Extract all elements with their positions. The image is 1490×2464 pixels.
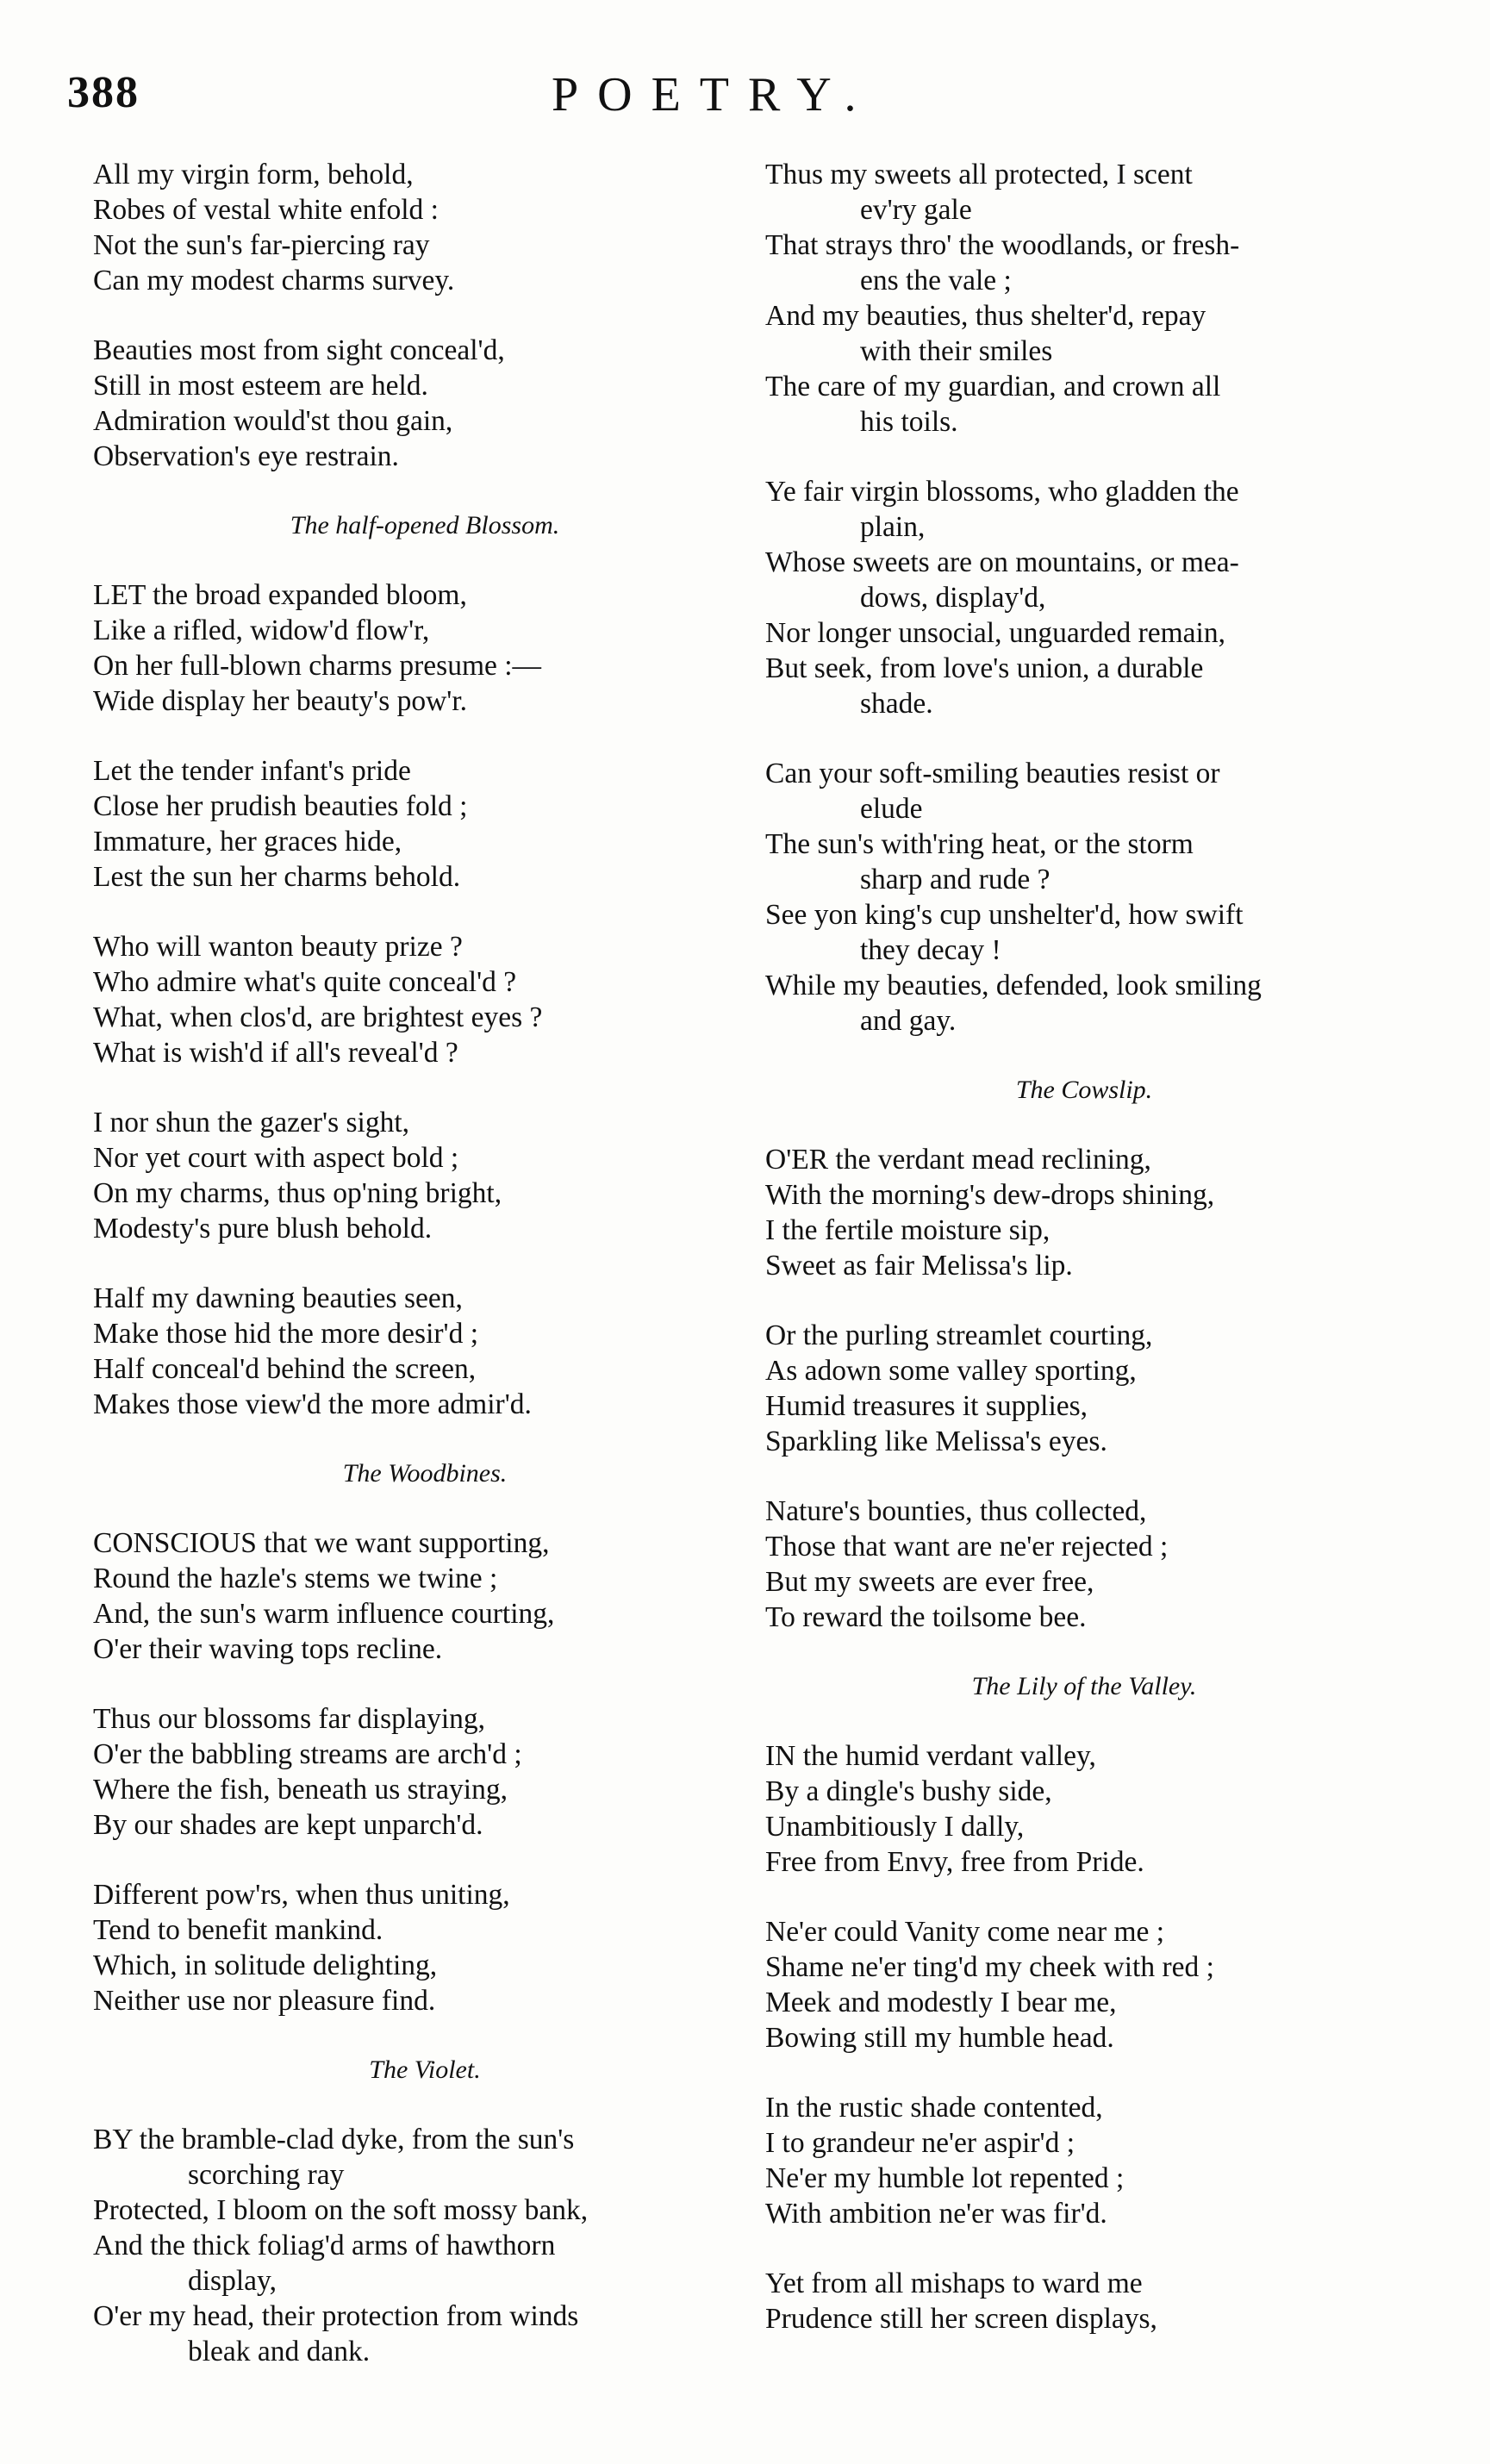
verse-line: Admiration would'st thou gain, — [93, 405, 453, 437]
poem — [765, 157, 1403, 1039]
page-number: 388 — [67, 68, 140, 117]
verse-line: All my virgin form, behold, — [93, 159, 414, 190]
poem — [765, 1073, 1403, 1635]
verse-line: Shame ne'er ting'd my cheek with red ; — [765, 1951, 1214, 1983]
verse-line: shade. — [860, 688, 933, 720]
verse-line: I nor shun the gazer's sight, — [93, 1107, 410, 1138]
stanza — [765, 1738, 1403, 1880]
stanza — [93, 1877, 757, 2018]
verse-line: By a dingle's bushy side, — [765, 1775, 1052, 1807]
stanza — [765, 1914, 1403, 2055]
verse-line: Which, in solitude delighting, — [93, 1949, 438, 1981]
verse-line: Sweet as fair Melissa's lip. — [765, 1250, 1073, 1282]
verse-line: Humid treasures it supplies, — [765, 1390, 1088, 1422]
verse-line: Observation's eye restrain. — [93, 440, 399, 472]
verse-line: The sun's with'ring heat, or the storm — [765, 828, 1194, 860]
poem — [93, 1457, 757, 2018]
verse-line: Ne'er my humble lot repented ; — [765, 2162, 1125, 2194]
stanza — [765, 1494, 1403, 1635]
verse-line: Tend to benefit mankind. — [93, 1914, 383, 1946]
verse-line: with their smiles — [860, 335, 1053, 367]
verse-line: By our shades are kept unparch'd. — [93, 1809, 483, 1841]
verse-line: Ye fair virgin blossoms, who gladden the — [765, 476, 1239, 508]
verse-line: Or the purling streamlet courting, — [765, 1319, 1153, 1351]
poem — [93, 508, 757, 1422]
verse-line: Free from Envy, free from Pride. — [765, 1846, 1144, 1878]
verse-line: On my charms, thus op'ning bright, — [93, 1177, 502, 1209]
verse-line: Who admire what's quite conceal'd ? — [93, 966, 517, 998]
verse-line: While my beauties, defended, look smiling — [765, 970, 1262, 1001]
verse-line: ens the vale ; — [860, 265, 1012, 296]
verse-line: Close her prudish beauties fold ; — [93, 790, 468, 822]
verse-line: Where the fish, beneath us straying, — [93, 1774, 508, 1806]
verse-line: What, when clos'd, are brightest eyes ? — [93, 1001, 543, 1033]
verse-line: But seek, from love's union, a durable — [765, 652, 1204, 684]
verse-line: Wide display her beauty's pow'r. — [93, 685, 468, 717]
verse-line: ev'ry gale — [860, 194, 972, 226]
verse-line: Can my modest charms survey. — [93, 265, 455, 296]
verse-line: The care of my guardian, and crown all — [765, 371, 1221, 402]
verse-line: Different pow'rs, when thus uniting, — [93, 1879, 510, 1911]
verse-line: And, the sun's warm influence courting, — [93, 1598, 555, 1630]
verse-line: Immature, her graces hide, — [93, 826, 402, 858]
stanza — [93, 1105, 757, 1246]
verse-line: display, — [188, 2265, 277, 2297]
verse-line: O'er their waving tops recline. — [93, 1633, 443, 1665]
running-head: POETRY. — [552, 68, 876, 122]
verse-line: But my sweets are ever free, — [765, 1566, 1094, 1598]
verse-line: Neither use nor pleasure find. — [93, 1985, 436, 2017]
verse-line: Nature's bounties, thus collected, — [765, 1495, 1147, 1527]
verse-line: Robes of vestal white enfold : — [93, 194, 439, 226]
verse-line: Sparkling like Melissa's eyes. — [765, 1425, 1107, 1457]
verse-line: Not the sun's far-piercing ray — [93, 229, 430, 261]
verse-line: plain, — [860, 511, 926, 543]
verse-line: Thus my sweets all protected, I scent — [765, 159, 1193, 190]
verse-line: On her full-blown charms presume :— — [93, 650, 542, 682]
stanza — [765, 1142, 1403, 1283]
verse-line: Beauties most from sight conceal'd, — [93, 334, 505, 366]
stanza — [93, 333, 757, 474]
verse-line: I to grandeur ne'er aspir'd ; — [765, 2127, 1075, 2159]
verse-line: Who will wanton beauty prize ? — [93, 931, 463, 963]
stanza — [765, 157, 1403, 440]
verse-line: And my beauties, thus shelter'd, repay — [765, 300, 1206, 332]
verse-line: his toils. — [860, 406, 958, 438]
verse-line: In the rustic shade contented, — [765, 2092, 1103, 2124]
stanza — [93, 157, 757, 298]
verse-line: O'ER the verdant mead reclining, — [765, 1144, 1151, 1176]
verse-line: bleak and dank. — [188, 2336, 371, 2367]
stanza — [93, 1701, 757, 1843]
verse-line: Can your soft-smiling beauties resist or — [765, 758, 1220, 789]
poem — [765, 1669, 1403, 2336]
verse-line: Yet from all mishaps to ward me — [765, 2268, 1143, 2299]
verse-line: With ambition ne'er was fir'd. — [765, 2198, 1107, 2230]
verse-line: Nor yet court with aspect bold ; — [93, 1142, 459, 1174]
poem-title: The Lily of the Valley. — [971, 1672, 1197, 1700]
poem-title: The Woodbines. — [342, 1459, 508, 1488]
verse-line: Let the tender infant's pride — [93, 755, 411, 787]
poem-title: The Cowslip. — [1015, 1076, 1153, 1104]
verse-line: elude — [860, 793, 923, 825]
right-column — [765, 157, 1403, 2371]
poem — [93, 157, 757, 474]
verse-line: Bowing still my humble head. — [765, 2022, 1114, 2054]
verse-line: and gay. — [860, 1005, 957, 1037]
verse-line: Whose sweets are on mountains, or mea- — [765, 546, 1239, 578]
verse-line: Half my dawning beauties seen, — [93, 1282, 463, 1314]
verse-line: Round the hazle's stems we twine ; — [93, 1563, 498, 1594]
stanza — [765, 2090, 1403, 2231]
verse-line: What is wish'd if all's reveal'd ? — [93, 1037, 458, 1069]
poem-title: The Violet. — [369, 2055, 481, 2084]
verse-line: LET the broad expanded bloom, — [93, 579, 467, 611]
verse-line: With the morning's dew-drops shining, — [765, 1179, 1215, 1211]
verse-line: Still in most esteem are held. — [93, 370, 428, 402]
verse-line: O'er the babbling streams are arch'd ; — [93, 1738, 522, 1770]
verse-line: scorching ray — [188, 2159, 345, 2191]
verse-line: CONSCIOUS that we want supporting, — [93, 1527, 550, 1559]
verse-line: Makes those view'd the more admir'd. — [93, 1388, 532, 1420]
verse-line: To reward the toilsome bee. — [765, 1601, 1087, 1633]
verse-line: IN the humid verdant valley, — [765, 1740, 1096, 1772]
verse-line: Make those hid the more desir'd ; — [93, 1318, 479, 1350]
poem — [93, 2053, 757, 2369]
verse-line: sharp and rude ? — [860, 864, 1050, 895]
verse-line: BY the bramble-clad dyke, from the sun's — [93, 2124, 575, 2155]
verse-line: Like a rifled, widow'd flow'r, — [93, 614, 430, 646]
stanza — [765, 474, 1403, 721]
stanza — [93, 577, 757, 719]
verse-line: Lest the sun her charms behold. — [93, 861, 461, 893]
verse-line: Prudence still her screen displays, — [765, 2303, 1157, 2335]
stanza — [93, 2122, 757, 2369]
verse-line: I the fertile moisture sip, — [765, 1214, 1050, 1246]
verse-line: they decay ! — [860, 934, 1001, 966]
left-column — [93, 157, 757, 2404]
verse-line: Modesty's pure blush behold. — [93, 1213, 433, 1244]
verse-line: And the thick foliag'd arms of hawthorn — [93, 2230, 556, 2261]
stanza — [93, 929, 757, 1070]
verse-line: dows, display'd, — [860, 582, 1046, 614]
stanza — [765, 2266, 1403, 2336]
stanza — [93, 753, 757, 895]
verse-line: O'er my head, their protection from winds — [93, 2300, 579, 2332]
verse-line: Thus our blossoms far displaying, — [93, 1703, 486, 1735]
poem-title: The half-opened Blossom. — [290, 511, 560, 540]
stanza — [765, 1318, 1403, 1459]
verse-line: See yon king's cup unshelter'd, how swift — [765, 899, 1244, 931]
verse-line: That strays thro' the woodlands, or fresh- — [765, 229, 1240, 261]
verse-line: Meek and modestly I bear me, — [765, 1987, 1117, 2018]
verse-line: Nor longer unsocial, unguarded remain, — [765, 617, 1225, 649]
verse-line: Those that want are ne'er rejected ; — [765, 1531, 1169, 1563]
stanza — [765, 756, 1403, 1039]
verse-line: As adown some valley sporting, — [765, 1355, 1137, 1387]
verse-line: Half conceal'd behind the screen, — [93, 1353, 477, 1385]
verse-line: Ne'er could Vanity come near me ; — [765, 1916, 1165, 1948]
verse-line: Unambitiously I dally, — [765, 1811, 1025, 1843]
stanza — [93, 1525, 757, 1667]
stanza — [93, 1281, 757, 1422]
verse-line: Protected, I bloom on the soft mossy bank, — [93, 2194, 589, 2226]
